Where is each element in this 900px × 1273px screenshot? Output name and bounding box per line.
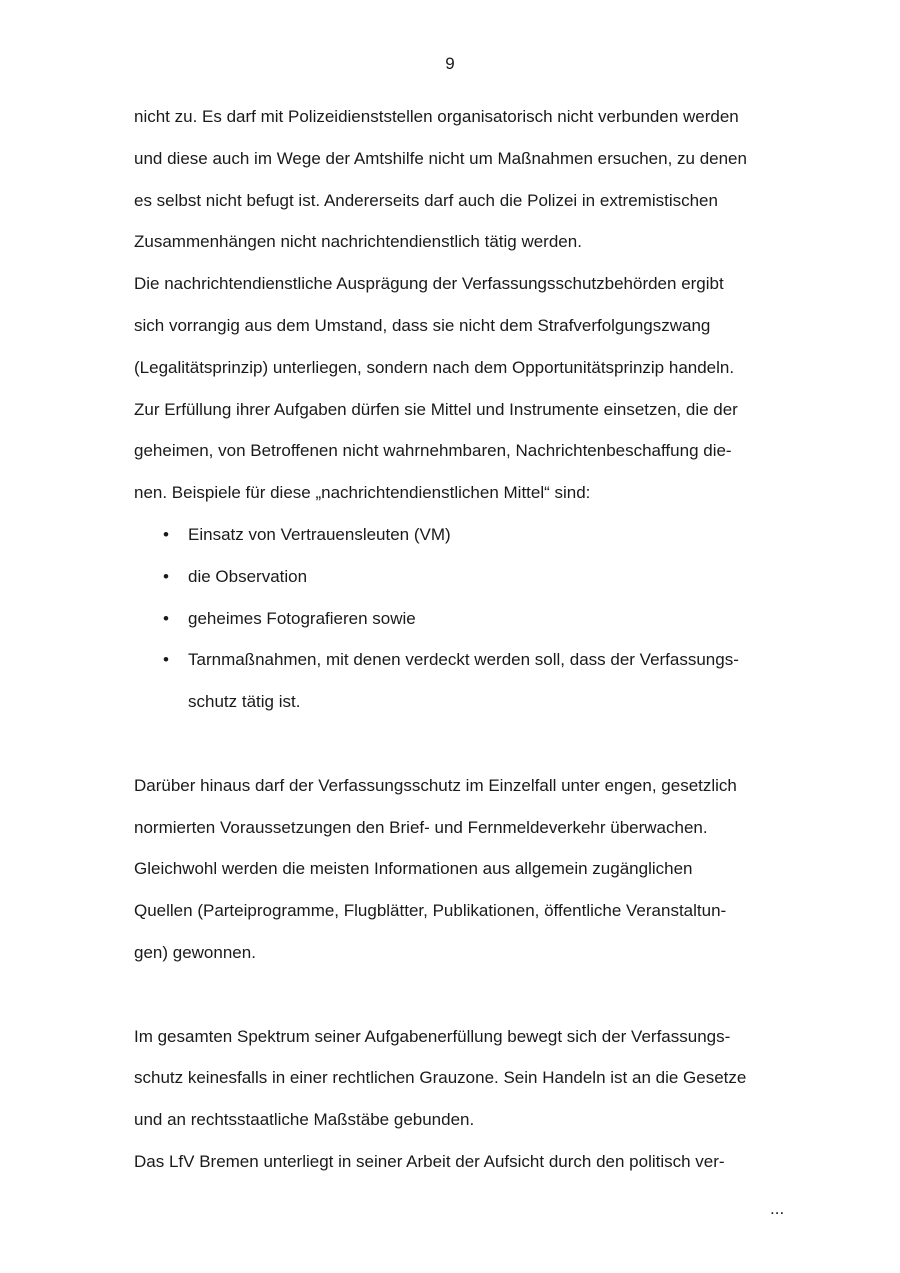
paragraph-4: [134, 1026, 794, 1151]
text-line: Quellen (Parteiprogramme, Flugblätter, Publikationen, öffentliche Veranstaltun-: [134, 901, 727, 921]
bullet-marker: •: [163, 566, 169, 586]
text-line: nen. Beispiele für diese „nachrichtendienstlichen Mittel“ sind:: [134, 483, 591, 503]
text-line: Darüber hinaus darf der Verfassungsschutz im Einzelfall unter engen, gesetzlich: [134, 775, 737, 795]
text-line: (Legalitätsprinzip) unterliegen, sondern nach dem Opportunitätsprinzip handeln.: [134, 357, 735, 377]
text-line: Das LfV Bremen unterliegt in seiner Arbeit der Aufsicht durch den politisch ver-: [134, 1151, 725, 1171]
bullet-list: [134, 524, 794, 733]
text-line: Zusammenhängen nicht nachrichtendienstlich tätig werden.: [134, 232, 582, 252]
text-line: geheimen, von Betroffenen nicht wahrnehmbaren, Nachrichtenbeschaffung die-: [134, 441, 732, 461]
page-number: 9: [445, 54, 455, 73]
paragraph-1: [134, 106, 794, 273]
list-item-text: Einsatz von Vertrauensleuten (VM): [188, 524, 451, 544]
text-line: und diese auch im Wege der Amtshilfe nicht um Maßnahmen ersuchen, zu denen: [134, 148, 747, 168]
paragraph-3: [134, 775, 794, 984]
list-item-text: Tarnmaßnahmen, mit denen verdeckt werden soll, dass der Verfassungs-: [188, 650, 739, 670]
text-line: Zur Erfüllung ihrer Aufgaben dürfen sie Mittel und Instrumente einsetzen, die der: [134, 399, 738, 419]
blank-line: [134, 733, 794, 775]
paragraph-2: [134, 273, 794, 524]
text-line: es selbst nicht befugt ist. Andererseits darf auch die Polizei in extremistischen: [134, 190, 718, 210]
text-line: gen) gewonnen.: [134, 942, 256, 962]
document-body: [134, 106, 794, 1193]
list-item-continuation: schutz tätig ist.: [188, 692, 301, 712]
paragraph-5: [134, 1151, 794, 1193]
bullet-marker: •: [163, 608, 169, 628]
bullet-marker: •: [163, 650, 169, 670]
text-line: sich vorrangig aus dem Umstand, dass sie nicht dem Strafverfolgungszwang: [134, 315, 711, 335]
text-line: und an rechtsstaatliche Maßstäbe gebunden.: [134, 1110, 475, 1130]
text-line: nicht zu. Es darf mit Polizeidienststellen organisatorisch nicht verbunden werden: [134, 107, 739, 126]
text-line: Gleichwohl werden die meisten Informationen aus allgemein zugänglichen: [134, 859, 693, 879]
bullet-marker: •: [163, 524, 169, 544]
list-item: [134, 608, 794, 650]
text-line: Die nachrichtendienstliche Ausprägung der Verfassungsschutzbehörden ergibt: [134, 274, 724, 294]
list-item: [134, 524, 794, 566]
list-item: [134, 566, 794, 608]
list-item: [134, 649, 794, 691]
continuation-mark: ...: [770, 1199, 785, 1218]
list-item-text: die Observation: [188, 566, 308, 586]
text-line: schutz keinesfalls in einer rechtlichen Grauzone. Sein Handeln ist an die Gesetze: [134, 1068, 747, 1088]
list-item-text: geheimes Fotografieren sowie: [188, 608, 416, 628]
text-line: Im gesamten Spektrum seiner Aufgabenerfüllung bewegt sich der Verfassungs-: [134, 1026, 731, 1046]
text-line: normierten Voraussetzungen den Brief- und Fernmeldeverkehr überwachen.: [134, 817, 708, 837]
blank-line: [134, 984, 794, 1026]
